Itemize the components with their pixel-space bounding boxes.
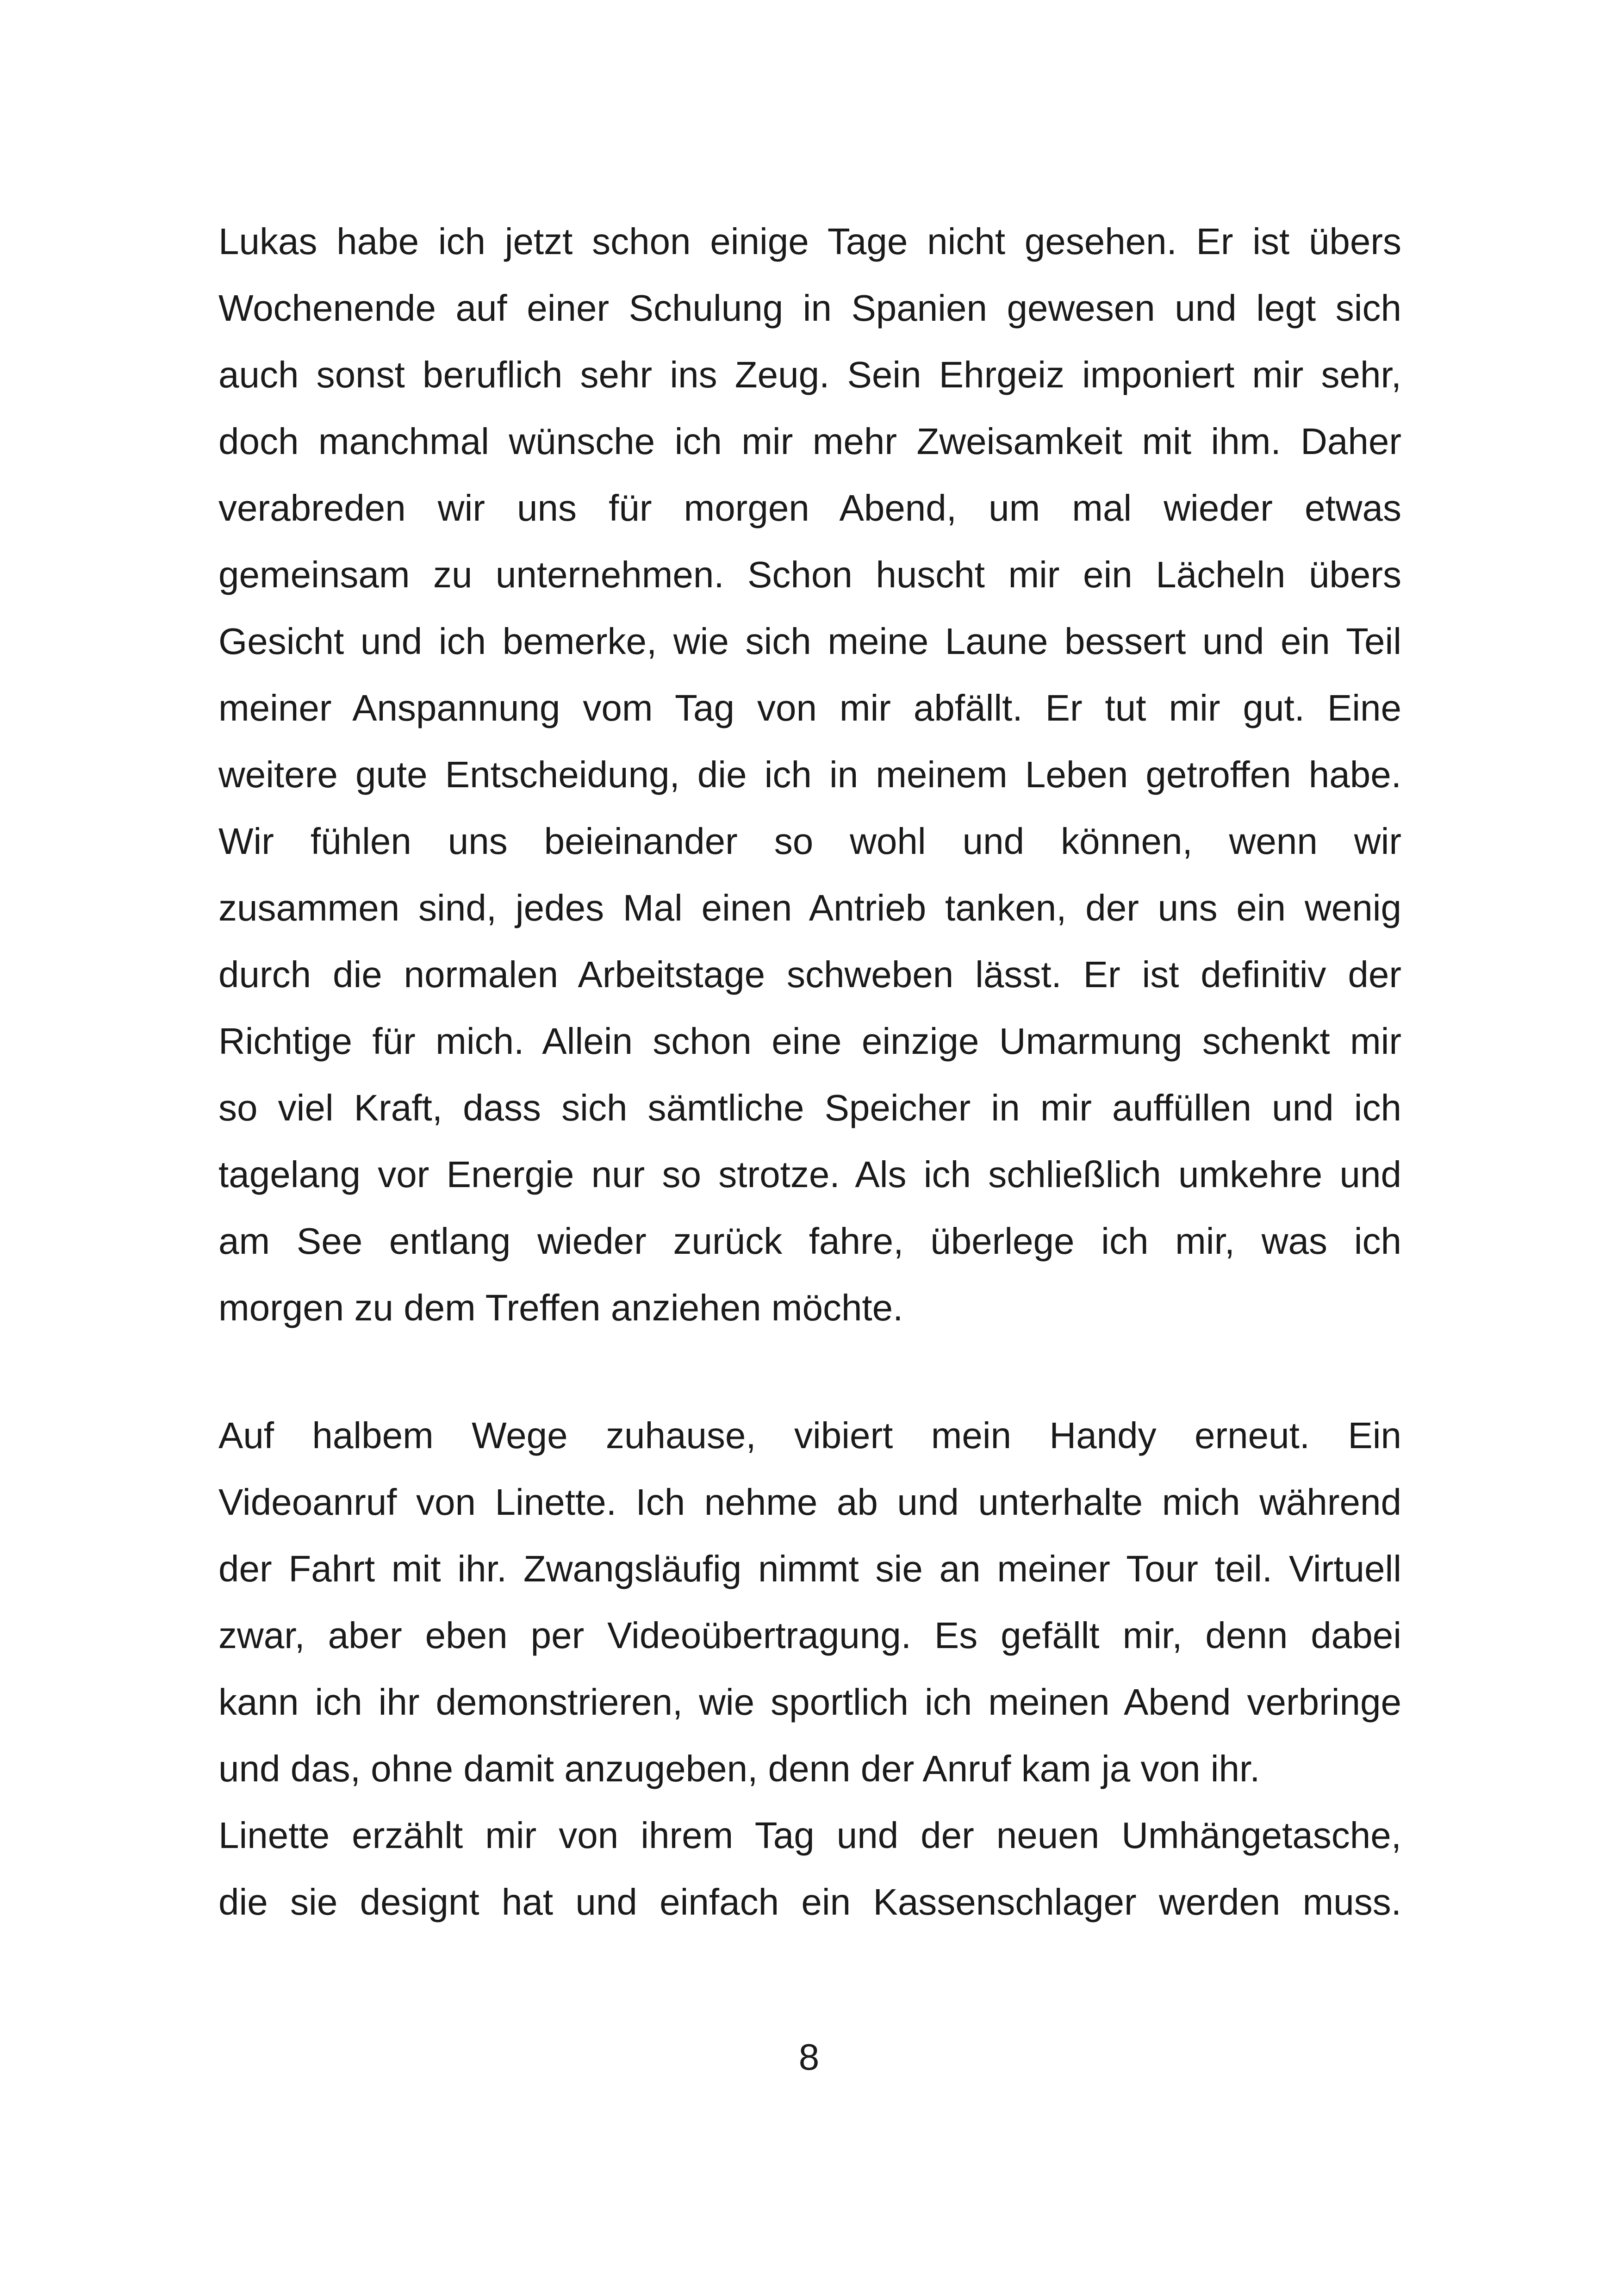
text-line: meiner Anspannung vom Tag von mir abfällt. Er tut mir gut. Eine (218, 687, 1401, 728)
text-line: weitere gute Entscheidung, die ich in meinem Leben getroffen habe. (218, 754, 1401, 795)
text-line: Richtige für mich. Allein schon eine einzige Umarmung schenkt mir (218, 1020, 1401, 1062)
text-line: und das, ohne damit anzugeben, denn der Anruf kam ja von ihr. (218, 1748, 1260, 1789)
text-line: gemeinsam zu unternehmen. Schon huscht mir ein Lächeln übers (218, 554, 1401, 595)
paragraph-2 (218, 1402, 1401, 1935)
text-line: verabreden wir uns für morgen Abend, um mal wieder etwas (218, 487, 1401, 529)
page-number: 8 (798, 2036, 820, 2078)
text-line: morgen zu dem Treffen anziehen möchte. (218, 1287, 903, 1328)
text-line: Gesicht und ich bemerke, wie sich meine Laune bessert und ein Teil (218, 621, 1401, 662)
text-line: zusammen sind, jedes Mal einen Antrieb tanken, der uns ein wenig (218, 887, 1401, 928)
text-line: Auf halbem Wege zuhause, vibiert mein Handy erneut. Ein (218, 1415, 1401, 1456)
paragraph-1 (218, 208, 1401, 1341)
text-line: Linette erzählt mir von ihrem Tag und der neuen Umhängetasche, (218, 1815, 1401, 1856)
text-line: Lukas habe ich jetzt schon einige Tage nicht gesehen. Er ist übers (218, 221, 1401, 262)
text-line: zwar, aber eben per Videoübertragung. Es gefällt mir, denn dabei (218, 1615, 1401, 1656)
text-line: Wochenende auf einer Schulung in Spanien gewesen und legt sich (218, 287, 1401, 329)
text-line: so viel Kraft, dass sich sämtliche Speicher in mir auffüllen und ich (218, 1087, 1401, 1128)
text-line: doch manchmal wünsche ich mir mehr Zweisamkeit mit ihm. Daher (218, 421, 1401, 462)
text-line: die sie designt hat und einfach ein Kassenschlager werden muss. (218, 1881, 1401, 1923)
text-line: der Fahrt mit ihr. Zwangsläufig nimmt sie an meiner Tour teil. Virtuell (218, 1548, 1401, 1589)
text-line: Wir fühlen uns beieinander so wohl und können, wenn wir (218, 821, 1401, 862)
text-line: Videoanruf von Linette. Ich nehme ab und unterhalte mich während (218, 1481, 1401, 1523)
text-line: am See entlang wieder zurück fahre, überlege ich mir, was ich (218, 1220, 1401, 1262)
text-line: kann ich ihr demonstrieren, wie sportlich ich meinen Abend verbringe (218, 1681, 1401, 1723)
text-line: auch sonst beruflich sehr ins Zeug. Sein Ehrgeiz imponiert mir sehr, (218, 354, 1401, 395)
text-line: durch die normalen Arbeitstage schweben lässt. Er ist definitiv der (218, 954, 1401, 995)
text-line: tagelang vor Energie nur so strotze. Als ich schließlich umkehre und (218, 1154, 1401, 1195)
